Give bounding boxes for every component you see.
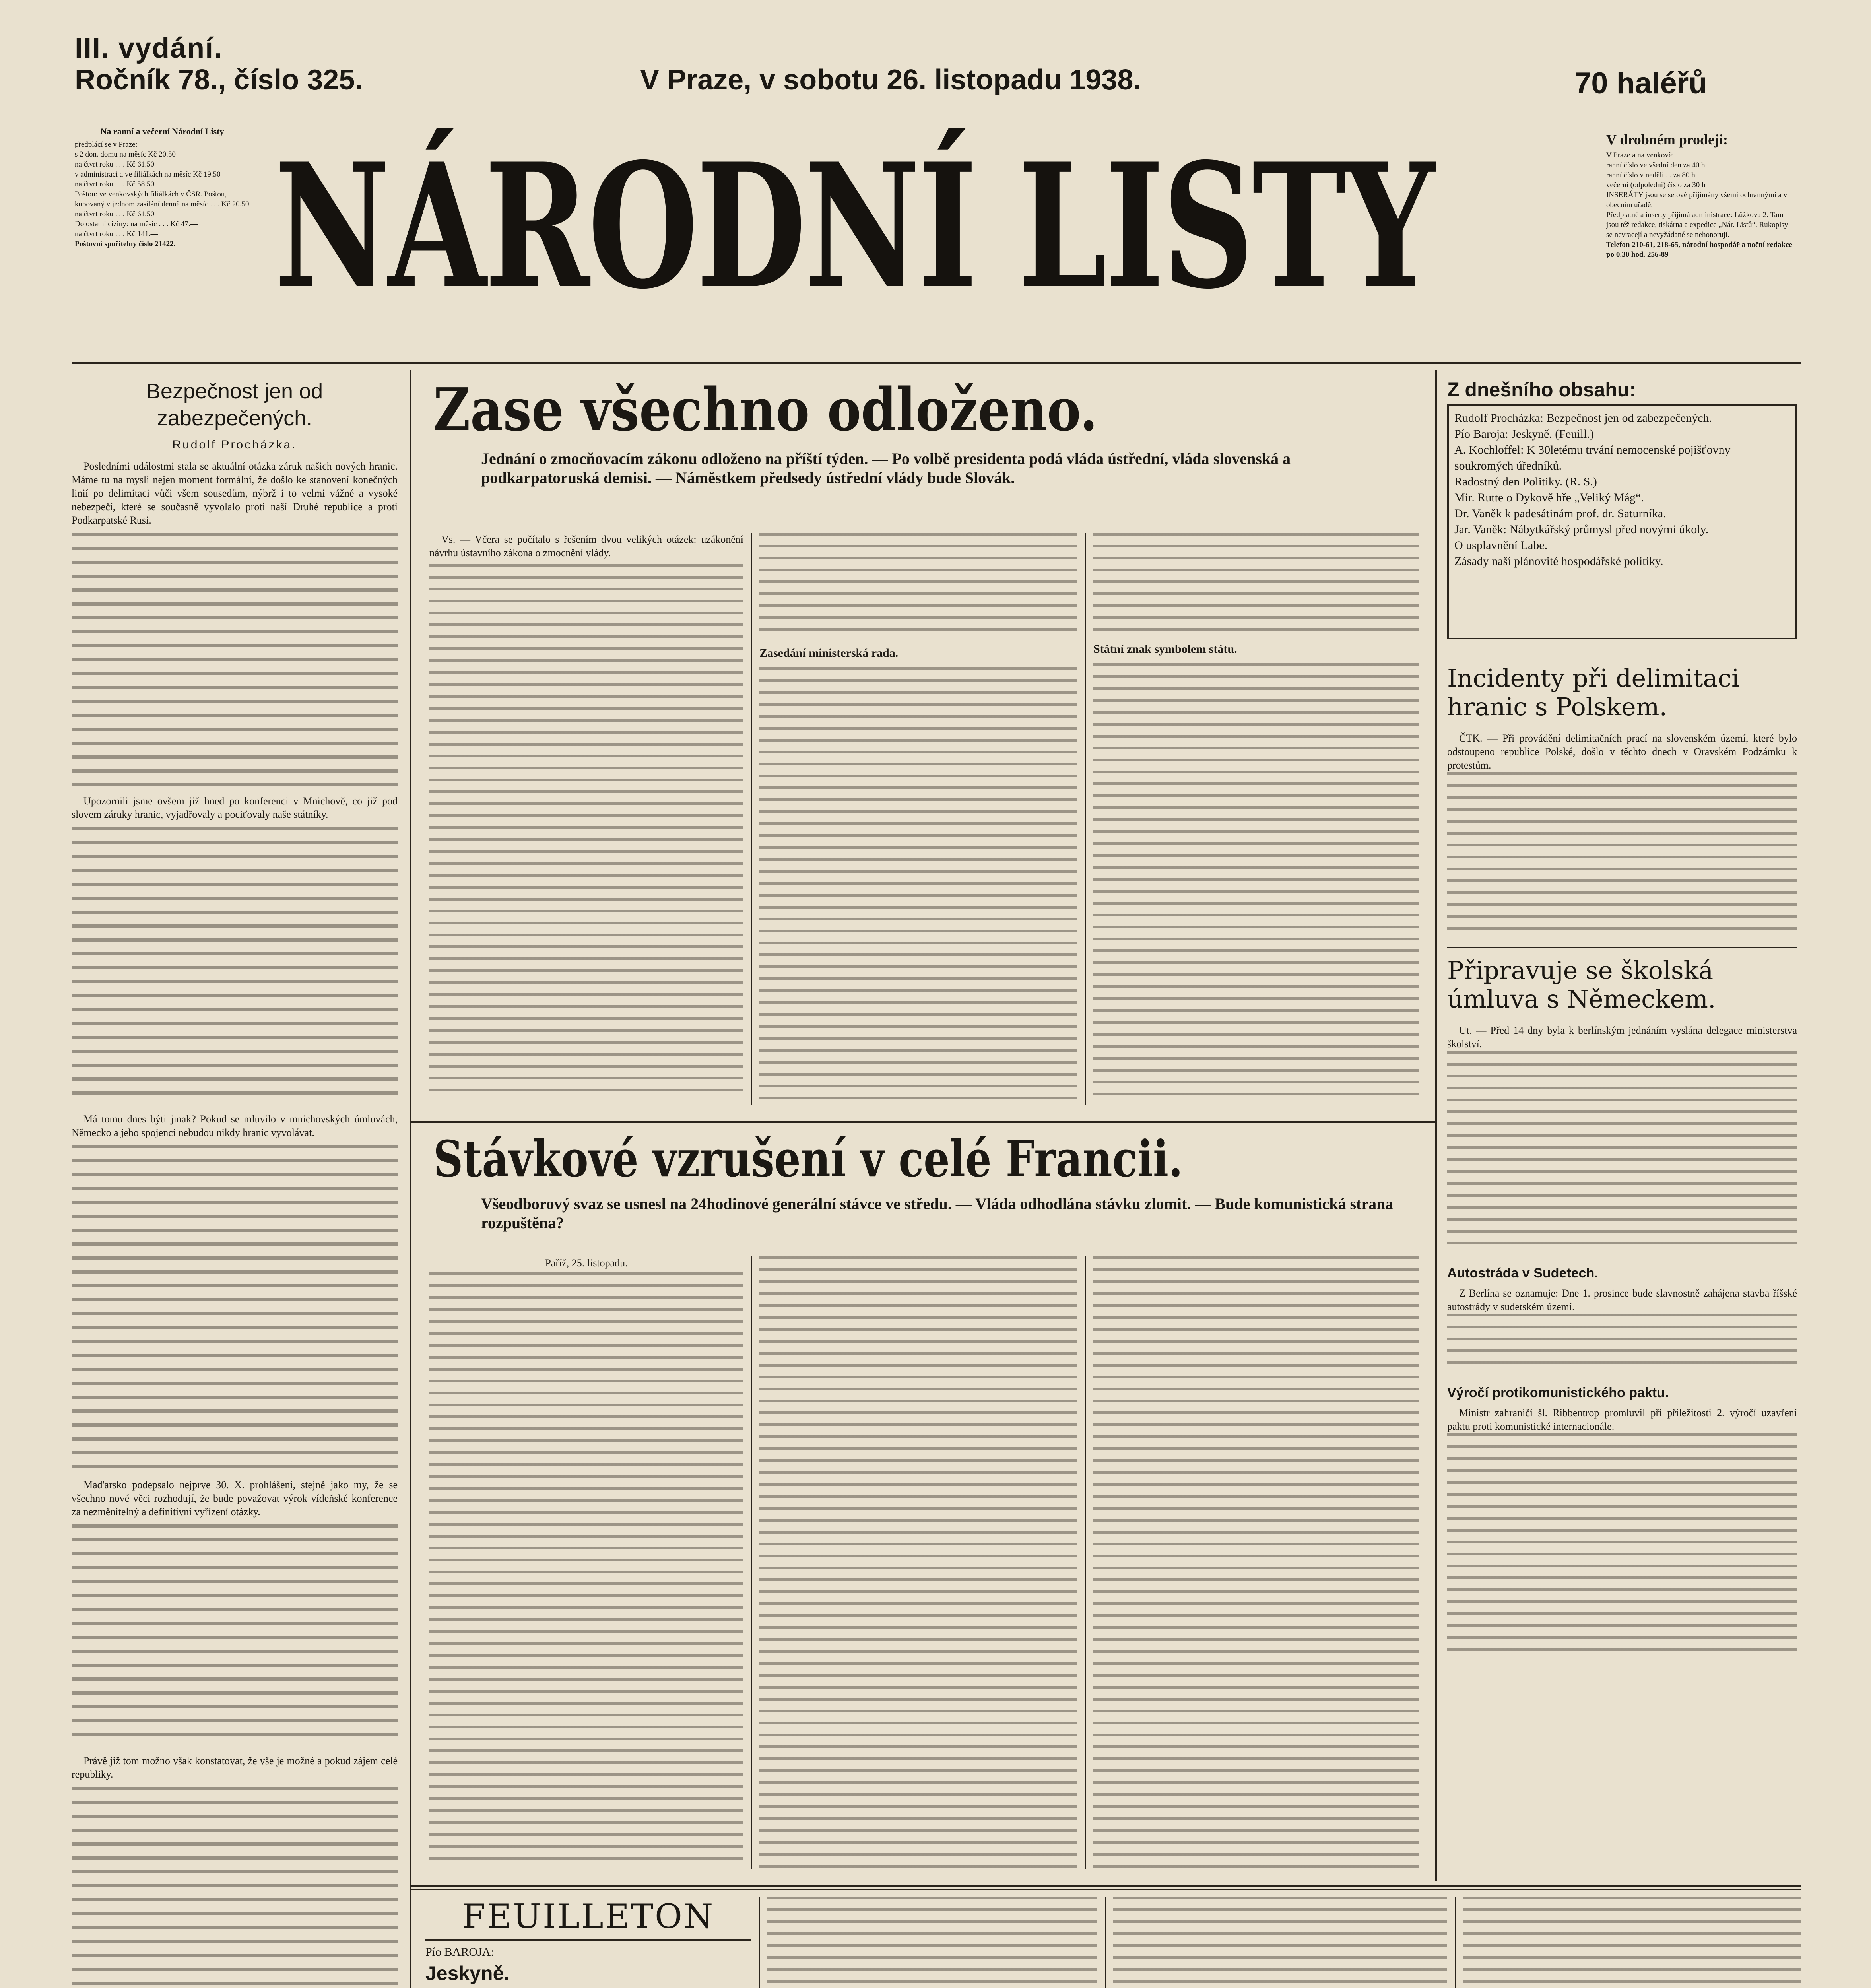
subscription-line: Poštovní spořitelny číslo 21422.	[75, 240, 176, 248]
lead-subhead-1: Zasedání ministerská rada.	[759, 646, 899, 660]
section-rule	[1447, 947, 1797, 948]
feuilleton-col-4	[1463, 1897, 1801, 1988]
text-block	[72, 1787, 398, 1988]
lead-subhead-2: Státní znak symbolem státu.	[1093, 643, 1237, 656]
newspaper-title: NÁRODNÍ LISTY	[274, 126, 1433, 327]
feuilleton	[425, 1897, 1801, 1988]
left-column-rule	[410, 370, 411, 1988]
edition-label: III. vydání.	[75, 32, 223, 64]
toc-item[interactable]: Zásady naší plánovité hospodářské politiky.	[1454, 555, 1663, 568]
feuilleton-label: FEUILLETON	[425, 1897, 751, 1941]
left-article-headline: Bezpečnost jen od zabezpečených.	[146, 379, 323, 430]
volume-number: Ročník 78., číslo 325.	[75, 64, 363, 96]
subscription-line: předplácí se v Praze:	[75, 140, 138, 149]
feuilleton-col-rule	[759, 1897, 760, 1988]
left-article-author: Rudolf Procházka.	[172, 438, 297, 451]
feuilleton-rule	[411, 1885, 1801, 1887]
toc-item[interactable]: Jar. Vaněk: Nábytkářský průmysl před novými úkoly.	[1454, 523, 1709, 536]
right-column-rule	[1435, 370, 1437, 1881]
strike-col-rule	[1085, 1256, 1086, 1869]
school-agreement-headline: Připravuje se školská úmluva s Německem.	[1447, 956, 1716, 1013]
sale-line: ranní číslo v neděli . . za 80 h	[1606, 171, 1695, 179]
strike-dateline: Paříž, 25. listopadu.	[545, 1257, 628, 1269]
sale-line: V Praze a na venkově:	[1606, 151, 1674, 159]
anticomintern-subhead: Výročí protikomunistického paktu.	[1447, 1385, 1669, 1400]
subscription-heading: Na ranní a večerní Národní Listy	[100, 126, 224, 136]
subscription-line: s 2 don. domu na měsíc Kč 20.50	[75, 150, 176, 159]
text-block	[72, 827, 398, 1105]
lead-col-1	[429, 533, 743, 1105]
strike-col-2	[759, 1256, 1077, 1869]
lead-col-rule	[1085, 533, 1086, 1105]
autostrada-subhead: Autostráda v Sudetech.	[1447, 1266, 1598, 1281]
left-paragraph: Právě již tom možno však konstatovat, že vše je možné a pokud zájem celé republiky.	[72, 1755, 398, 1780]
text-block	[1447, 1314, 1797, 1373]
text-block	[72, 1145, 398, 1471]
toc-item[interactable]: O usplavnění Labe.	[1454, 539, 1548, 552]
feuilleton-col-3	[1113, 1897, 1447, 1988]
toc-item[interactable]: A. Kochloffel: K 30letému trvání nemocenské pojišťovny soukromých úředníků.	[1454, 443, 1731, 472]
subscription-info	[75, 126, 250, 333]
text-block	[1093, 1256, 1419, 1869]
school-agreement-text: Ut. — Před 14 dny byla k berlínským jednáním vyslána delegace ministerstva školství.	[1447, 1025, 1797, 1050]
feuilleton-col-2	[767, 1897, 1097, 1988]
sale-line: ranní číslo ve všední den za 40 h	[1606, 161, 1705, 169]
masthead	[0, 0, 1871, 370]
sale-heading: V drobném prodeji:	[1606, 132, 1728, 148]
toc-item[interactable]: Radostný den Politiky. (R. S.)	[1454, 475, 1597, 488]
strike-subheadline: Všeodborový svaz se usnesl na 24hodinové generální stávce ve středu. — Vláda odhodlána stávku zlomit. — Bude komunistická strana rozpuštěna?	[481, 1195, 1394, 1232]
left-paragraph: Mad'arsko podepsalo nejprve 30. X. prohlášení, stejně jako my, že se všechno nové věci rozhodují, že bude považovat výrok vídeňské konference za nezměnitelný a definitivní vyřízení otázky.	[72, 1479, 398, 1518]
text-block	[1447, 772, 1797, 939]
strike-col-rule	[751, 1256, 752, 1869]
text-block	[1447, 1051, 1797, 1250]
sale-line: INSERÁTY jsou se setové přijímány všemi ochrannými a v obecním úřadě.	[1606, 191, 1788, 209]
left-paragraph: Posledními událostmi stala se aktuální otázka záruk našich nových hranic. Máme tu na mysli nejen moment formální, že došlo ke stanovení konečných linií po delimitaci vůči všem sousedům, nýbrž i to velmi vážné a vysoké nebezpečí, které se současně vyvolalo proti naší Druhé republice a proti Podkarpatské Rusi.	[72, 460, 398, 526]
sale-line: Telefon 210-61, 218-65, národní hospodář a noční redakce po 0.30 hod. 256-89	[1606, 241, 1792, 259]
lead-dateline: Vs. — Včera se počítalo s řešením dvou velikých otázek: uzákonění návrhu ústavního zákona o zmocnění vlády.	[429, 534, 743, 559]
strike-article	[425, 1129, 1423, 1877]
lead-col-2	[759, 533, 1077, 1105]
incidents-headline: Incidenty při delimitaci hranic s Polskem.	[1447, 664, 1739, 721]
toc-frame	[1447, 404, 1797, 639]
toc-item[interactable]: Mir. Rutte o Dykově hře „Veliký Mág“.	[1454, 491, 1644, 504]
text-block	[759, 533, 1077, 636]
left-paragraph: Má tomu dnes býti jinak? Pokud se mluvilo v mnichovských úmluvách, Německo a jeho spojenci nebudou nikdy hranic vyvolávat.	[72, 1113, 398, 1138]
text-block	[72, 533, 398, 787]
feuilleton-col-rule	[1105, 1897, 1106, 1988]
subscription-line: Do ostatní ciziny: na měsíc . . . Kč 47.—	[75, 220, 198, 228]
left-column	[72, 374, 398, 1988]
feuilleton-col-1	[425, 1897, 751, 1988]
toc-item[interactable]: Pío Baroja: Jeskyně. (Feuill.)	[1454, 427, 1594, 441]
text-block	[1093, 533, 1419, 632]
left-paragraph: Upozornili jsme ovšem již hned po konferenci v Mnichově, co již pod slovem záruky hranic, vyjadřovaly a pociťovaly naše státníky.	[72, 795, 398, 820]
strike-headline: Stávkové vzrušení v celé Francii.	[433, 1130, 1183, 1188]
sale-line: večerní (odpolední) číslo za 30 h	[1606, 181, 1706, 189]
subscription-line: na čtvrt roku . . . Kč 61.50	[75, 210, 154, 218]
feuilleton-rule-thin	[411, 1889, 1801, 1890]
text-block	[759, 667, 1077, 1101]
price: 70 haléřů	[1574, 66, 1707, 100]
lead-subheadline: Jednání o zmocňovacím zákonu odloženo na příští týden. — Po volbě presidenta podá vláda ústřední, vláda slovenská a podkarpatoruská demisi. — Náměstkem předsedy ústřední vlády bude Slovák.	[481, 450, 1291, 487]
lead-headline: Zase všechno odloženo.	[433, 375, 1098, 444]
lead-bottom-rule	[411, 1121, 1435, 1123]
feuilleton-author: Pío BAROJA:	[425, 1945, 494, 1959]
lead-col-3	[1093, 533, 1419, 1105]
toc-item[interactable]: Dr. Vaněk k padesátinám prof. dr. Saturníka.	[1454, 507, 1666, 520]
text-block	[1447, 1433, 1797, 1656]
subscription-line: Poštou: ve venkovských filiálkách v ČSR. Poštou, kupovaný v jednom zasílání denně na měsíc . . . Kč 20.50	[75, 190, 249, 208]
sale-line: Předplatné a inserty přijímá administrace: Lůžkova 2. Tam jsou též redakce, tiskárna a expedice „Nár. Listů“. Rukopisy se nevracejí a nevyžádané se nehonorují.	[1606, 211, 1788, 239]
masthead-divider	[72, 362, 1801, 364]
feuilleton-title: Jeskyně.	[425, 1962, 510, 1984]
text-block	[72, 1524, 398, 1747]
subscription-line: na čtvrt roku . . . Kč 61.50	[75, 160, 154, 169]
text-block	[429, 564, 743, 1097]
anticomintern-text: Ministr zahraničí šl. Ribbentrop promluvil při příležitosti 2. výročí uzavření paktu proti komunistické internacionále.	[1447, 1407, 1797, 1432]
lead-col-rule	[751, 533, 752, 1105]
strike-col-3	[1093, 1256, 1419, 1869]
toc-box	[1447, 378, 1797, 656]
strike-col-1	[429, 1256, 743, 1869]
lead-article	[425, 374, 1423, 1121]
text-block	[429, 1272, 743, 1865]
subscription-line: na čtvrt roku . . . Kč 141.—	[75, 230, 158, 238]
right-column	[1447, 664, 1797, 1877]
issue-date: V Praze, v sobotu 26. listopadu 1938.	[640, 64, 1141, 96]
incidents-text: ČTK. — Při provádění delimitačních prací na slovenském území, které bylo odstoupeno republice Polské, došlo v těchto dnech v Oravském Podzámku k protestům.	[1447, 732, 1797, 771]
feuilleton-col-rule	[1455, 1897, 1456, 1988]
autostrada-text: Z Berlína se oznamuje: Dne 1. prosince bude slavnostně zahájena stavba říšské autostrády v sudetském území.	[1447, 1287, 1797, 1312]
subscription-line: na čtvrt roku . . . Kč 58.50	[75, 180, 154, 188]
toc-heading: Z dnešního obsahu:	[1447, 379, 1636, 401]
sale-info	[1606, 131, 1793, 330]
toc-item[interactable]: Rudolf Procházka: Bezpečnost jen od zabezpečených.	[1454, 412, 1712, 425]
left-article-body	[72, 460, 398, 1988]
subscription-line: v administraci a ve filiálkách na měsíc Kč 19.50	[75, 170, 221, 179]
text-block	[759, 1256, 1077, 1869]
text-block	[1093, 663, 1419, 1105]
